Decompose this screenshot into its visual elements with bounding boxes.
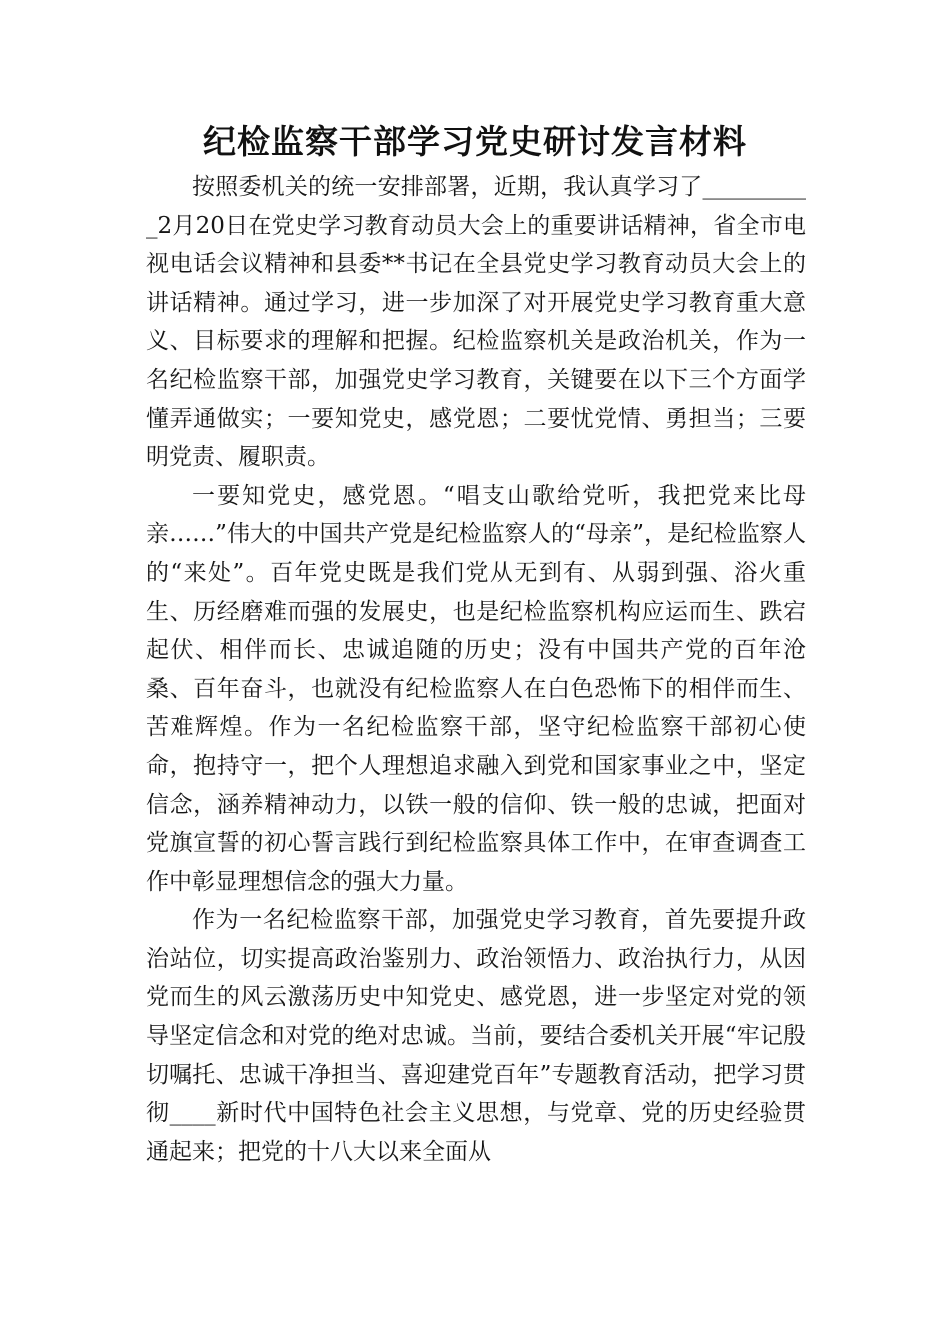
paragraph-2: 一要知党史，感党恩。“唱支山歌给党听，我把党来比母亲……”伟大的中国共产党是纪检监察人的“母亲”，是纪检监察人的“来处”。百年党史既是我们党从无到有、从弱到强、浴火重生、历经磨难而强的发展史，也是纪检监察机构应运而生、跌宕起伏、相伴而长、忠诚追随的历史；没有中国共产党的百年沧桑、百年奋斗，也就没有纪检监察人在白色恐怖下的相伴而生、苦难辉煌。作为一名纪检监察干部，坚守纪检监察干部初心使命，抱持守一，把个人理想追求融入到党和国家事业之中，坚定信念，涵养精神动力，以铁一般的信仰、铁一般的忠诚，把面对党旗宣誓的初心誓言践行到纪检监察具体工作中，在审查调查工作中彰显理想信念的强大力量。: [146, 482, 806, 895]
paragraph-1: 按照委机关的统一安排部署，近期，我认真学习了__________2月20日在党史学习教育动员大会上的重要讲话精神，省全市电视电话会议精神和县委**书记在全县党史学习教育动员大会上的讲话精神。通过学习，进一步加深了对开展党史学习教育重大意义、目标要求的理解和把握。纪检监察机关是政治机关，作为一名纪检监察干部，加强党史学习教育，关键要在以下三个方面学懂弄通做实；一要知党史，感党恩；二要忧党情、勇担当；三要明党责、履职责。: [146, 174, 806, 471]
paragraph-3: 作为一名纪检监察干部，加强党史学习教育，首先要提升政治站位，切实提高政治鉴别力、政治领悟力、政治执行力，从因党而生的风云激荡历史中知党史、感党恩，进一步坚定对党的领导坚定信念和对党的绝对忠诚。当前，要结合委机关开展“牢记殷切嘱托、忠诚干净担当、喜迎建党百年”专题教育活动，把学习贯彻____新时代中国特色社会主义思想，与党章、党的历史经验贯通起来；把党的十八大以来全面从: [146, 907, 806, 1165]
document-title: 纪检监察干部学习党史研讨发言材料: [203, 122, 747, 161]
document-body: [146, 168, 806, 1171]
